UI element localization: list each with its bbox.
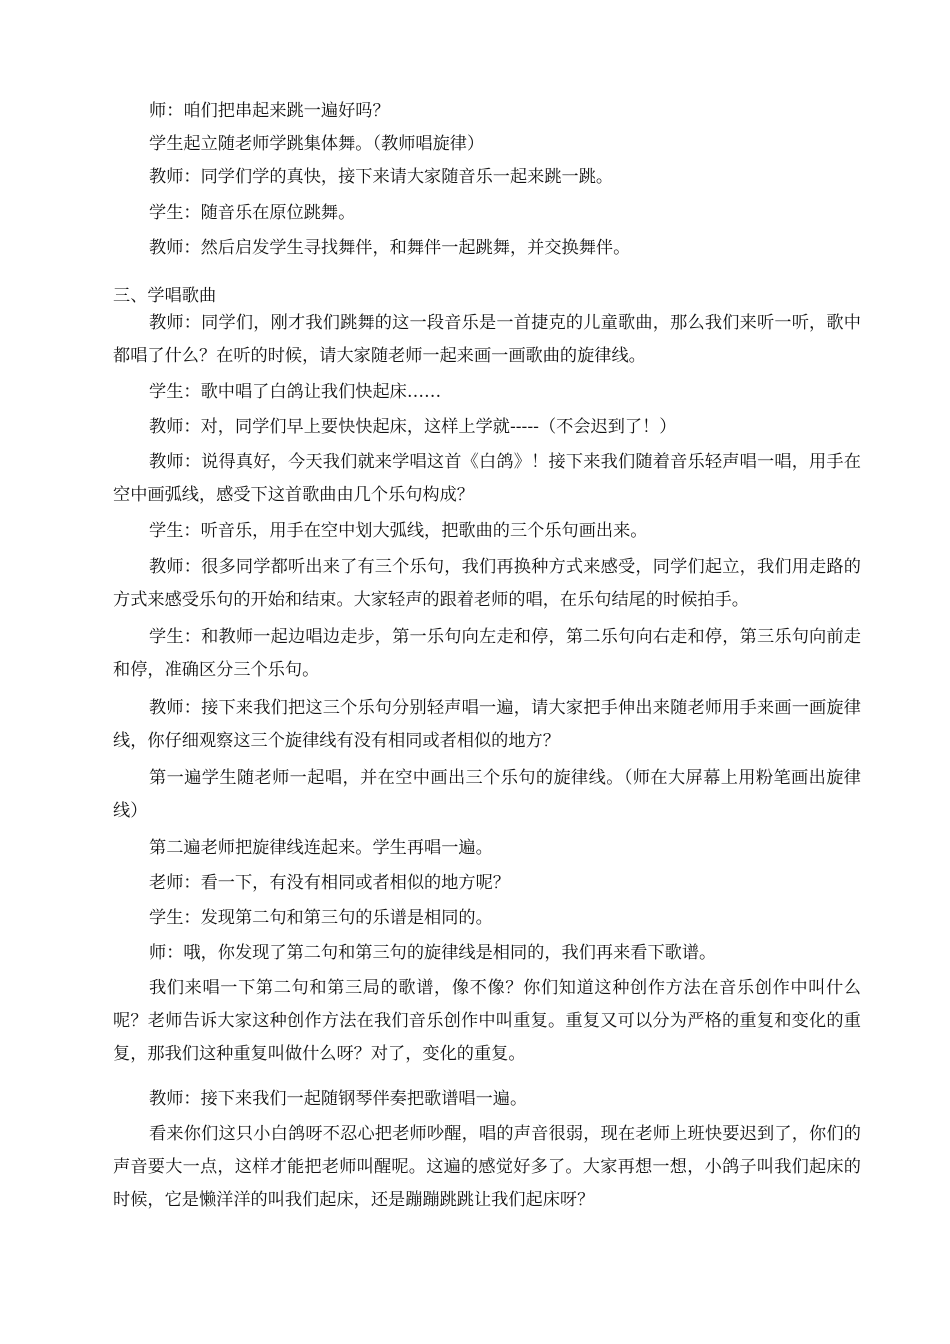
paragraph: 师：哦，你发现了第二句和第三句的旋律线是相同的，我们再来看下歌谱。 (149, 943, 717, 963)
paragraph: 第一遍学生随老师一起唱，并在空中画出三个乐句的旋律线。（师在大屏幕上用粉笔画出旋律线） (113, 768, 861, 821)
paragraph: 我们来唱一下第二句和第三局的歌谱，像不像？你们知道这种创作方法在音乐创作中叫什么呢？老师告诉大家这种创作方法在我们音乐创作中叫重复。重复又可以分为严格的重复和变化的重复，那我们这种重复叫做什么呀？对了，变化的重复。 (113, 978, 861, 1064)
paragraph: 教师：说得真好，今天我们就来学唱这首《白鸽》！接下来我们随着音乐轻声唱一唱，用手在空中画弧线，感受下这首歌曲由几个乐句构成？ (113, 452, 861, 505)
paragraph: 教师：同学们学的真快，接下来请大家随音乐一起来跳一跳。 (149, 167, 614, 187)
paragraph: 学生：听音乐，用手在空中划大弧线，把歌曲的三个乐句画出来。 (149, 521, 648, 541)
paragraph: 学生：发现第二句和第三句的乐谱是相同的。 (149, 908, 493, 928)
paragraph: 教师：然后启发学生寻找舞伴，和舞伴一起跳舞，并交换舞伴。 (149, 238, 631, 258)
paragraph: 看来你们这只小白鸽呀不忍心把老师吵醒，唱的声音很弱，现在老师上班快要迟到了，你们的声音要大一点，这样才能把老师叫醒呢。这遍的感觉好多了。大家再想一想，小鸽子叫我们起床的时候，它是懒洋洋的叫我们起床，还是蹦蹦跳跳让我们起床呀？ (113, 1124, 861, 1210)
paragraph: 教师：很多同学都听出来了有三个乐句，我们再换种方式来感受，同学们起立，我们用走路的方式来感受乐句的开始和结束。大家轻声的跟着老师的唱，在乐句结尾的时候拍手。 (113, 557, 861, 610)
paragraph: 学生：歌中唱了白鸽让我们快起床…… (149, 382, 442, 402)
section-heading: 三、学唱歌曲 (113, 286, 217, 306)
paragraph: 老师：看一下，有没有相同或者相似的地方呢？ (149, 873, 510, 893)
paragraph: 教师：对，同学们早上要快快起床，这样上学就-----（不会迟到了！） (149, 417, 677, 437)
paragraph: 师：咱们把串起来跳一遍好吗？ (149, 101, 390, 121)
paragraph: 教师：接下来我们一起随钢琴伴奏把歌谱唱一遍。 (149, 1089, 528, 1109)
paragraph: 第二遍老师把旋律线连起来。学生再唱一遍。 (149, 838, 493, 858)
paragraph: 教师：接下来我们把这三个乐句分别轻声唱一遍，请大家把手伸出来随老师用手来画一画旋律线，你仔细观察这三个旋律线有没有相同或者相似的地方？ (113, 698, 861, 751)
paragraph: 学生：随音乐在原位跳舞。 (149, 203, 356, 223)
paragraph: 学生起立随老师学跳集体舞。（教师唱旋律） (149, 134, 485, 154)
paragraph: 学生：和教师一起边唱边走步，第一乐句向左走和停，第二乐句向右走和停，第三乐句向前走和停，准确区分三个乐句。 (113, 627, 861, 680)
paragraph: 教师：同学们，刚才我们跳舞的这一段音乐是一首捷克的儿童歌曲，那么我们来听一听，歌中都唱了什么？在听的时候，请大家随老师一起来画一画歌曲的旋律线。 (113, 313, 861, 366)
